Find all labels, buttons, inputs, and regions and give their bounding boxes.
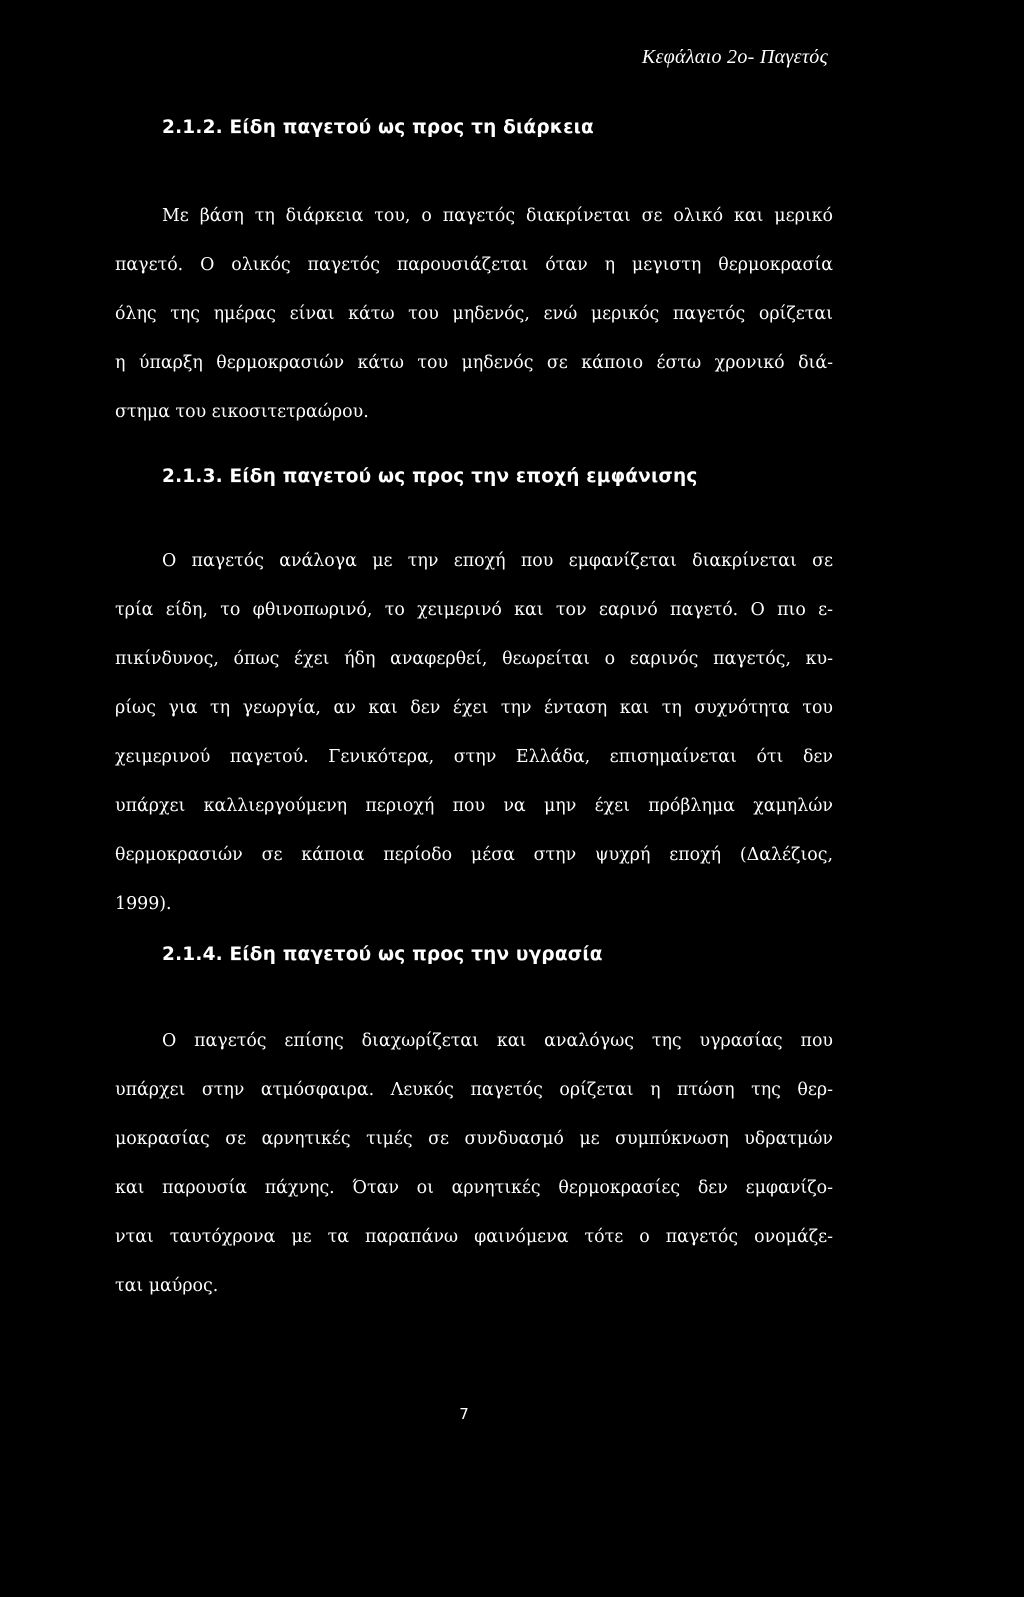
paragraph-line: Ο παγετός επίσης διαχωρίζεται και αναλόγως της υγρασίας που bbox=[162, 1031, 833, 1051]
paragraph-line: χειμερινού παγετού. Γενικότερα, στην Ελλάδα, επισημαίνεται ότι δεν bbox=[115, 747, 833, 767]
paragraph-season bbox=[115, 537, 833, 929]
running-header: Κεφάλαιο 2ο- Παγετός bbox=[641, 46, 828, 68]
paragraph-line: η ύπαρξη θερμοκρασιών κάτω του μηδενός σε κάποιο έστω χρονικό διά- bbox=[115, 353, 833, 373]
paragraph-line: όλης της ημέρας είναι κάτω του μηδενός, ενώ μερικός παγετός ορίζεται bbox=[115, 304, 833, 324]
paragraph-duration bbox=[115, 192, 833, 437]
paragraph-line: τρία είδη, το φθινοπωρινό, το χειμερινό και τον εαρινό παγετό. Ο πιο ε- bbox=[115, 600, 833, 620]
paragraph-line: στημα του εικοσιτετραώρου. bbox=[115, 402, 369, 422]
paragraph-line: 1999). bbox=[115, 894, 172, 914]
paragraph-line: μοκρασίας σε αρνητικές τιμές σε συνδυασμό με συμπύκνωση υδρατμών bbox=[115, 1129, 833, 1149]
paragraph-line: Ο παγετός ανάλογα με την εποχή που εμφανίζεται διακρίνεται σε bbox=[162, 551, 833, 571]
section-heading-2-1-3: 2.1.3. Είδη παγετού ως προς την εποχή εμφάνισης bbox=[162, 466, 698, 487]
section-heading-2-1-2: 2.1.2. Είδη παγετού ως προς τη διάρκεια bbox=[162, 117, 594, 138]
paragraph-line: παγετό. Ο ολικός παγετός παρουσιάζεται όταν η μεγιστη θερμοκρασία bbox=[115, 255, 833, 275]
paragraph-line: θερμοκρασιών σε κάποια περίοδο μέσα στην ψυχρή εποχή (Δαλέζιος, bbox=[115, 845, 833, 865]
paragraph-line: ται μαύρος. bbox=[115, 1276, 219, 1296]
paragraph-line: ρίως για τη γεωργία, αν και δεν έχει την ένταση και τη συχνότητα του bbox=[115, 698, 833, 718]
paragraph-line: πικίνδυνος, όπως έχει ήδη αναφερθεί, θεωρείται ο εαρινός παγετός, κυ- bbox=[115, 649, 833, 669]
page-number: 7 bbox=[459, 1405, 469, 1423]
paragraph-line: υπάρχει καλλιεργούμενη περιοχή που να μην έχει πρόβλημα χαμηλών bbox=[115, 796, 833, 816]
section-heading-2-1-4: 2.1.4. Είδη παγετού ως προς την υγρασία bbox=[162, 944, 603, 965]
paragraph-humidity bbox=[115, 1017, 833, 1311]
paragraph-line: υπάρχει στην ατμόσφαιρα. Λευκός παγετός ορίζεται η πτώση της θερ- bbox=[115, 1080, 833, 1100]
paragraph-line: Με βάση τη διάρκεια του, ο παγετός διακρίνεται σε ολικό και μερικό bbox=[162, 206, 833, 226]
paragraph-line: νται ταυτόχρονα με τα παραπάνω φαινόμενα τότε ο παγετός ονομάζε- bbox=[115, 1227, 833, 1247]
paragraph-line: και παρουσία πάχνης. Όταν οι αρνητικές θερμοκρασίες δεν εμφανίζο- bbox=[115, 1178, 833, 1198]
